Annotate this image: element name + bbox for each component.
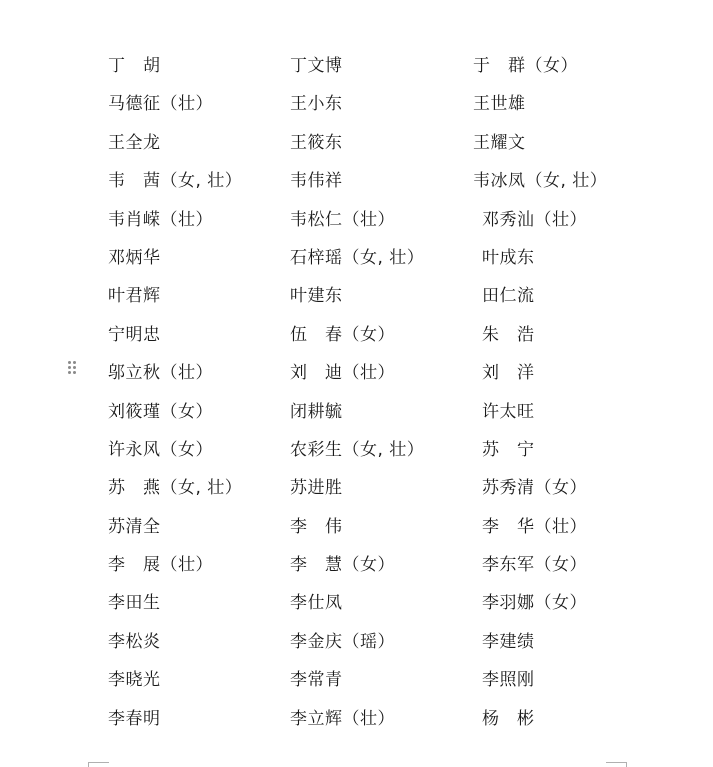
- name-cell: 叶成东: [482, 247, 535, 268]
- name-cell: 李田生: [108, 593, 161, 614]
- name-cell: 李建绩: [482, 631, 535, 652]
- name-cell: 李羽娜（女）: [482, 593, 587, 614]
- name-cell: 李 慧（女）: [290, 555, 395, 576]
- table-row: [0, 86, 713, 124]
- name-cell: 许太旺: [482, 401, 535, 422]
- name-cell: 李 华（壮）: [482, 516, 587, 537]
- name-cell: 宁明忠: [108, 324, 161, 345]
- table-row: [0, 547, 713, 585]
- name-cell: 王筱东: [290, 132, 343, 153]
- name-cell: 王小东: [290, 94, 343, 115]
- name-cell: 邓炳华: [108, 247, 161, 268]
- name-cell: 石梓瑶（女, 壮）: [290, 247, 425, 268]
- table-row: [0, 470, 713, 508]
- table-row: [0, 701, 713, 739]
- name-cell: 韦冰凤（女, 壮）: [473, 171, 608, 192]
- name-cell: 伍 春（女）: [290, 324, 395, 345]
- table-row: [0, 662, 713, 700]
- name-cell: 叶建东: [290, 286, 343, 307]
- table-row: [0, 125, 713, 163]
- name-cell: 王世雄: [473, 94, 526, 115]
- name-cell: 王耀文: [473, 132, 526, 153]
- page-margin-marker-left: [88, 762, 109, 767]
- name-cell: 李照刚: [482, 670, 535, 691]
- table-row: [0, 240, 713, 278]
- table-row: [0, 432, 713, 470]
- name-cell: 农彩生（女, 壮）: [290, 439, 425, 460]
- name-cell: 苏清全: [108, 516, 161, 537]
- table-row: [0, 163, 713, 201]
- name-cell: 李常青: [290, 670, 343, 691]
- name-cell: 刘 洋: [482, 363, 535, 384]
- name-cell: 叶君辉: [108, 286, 161, 307]
- name-cell: 韦肖嵘（壮）: [108, 209, 213, 230]
- name-cell: 李东军（女）: [482, 555, 587, 576]
- table-row: [0, 355, 713, 393]
- table-row: [0, 278, 713, 316]
- name-cell: 许永风（女）: [108, 439, 213, 460]
- name-cell: 苏 燕（女, 壮）: [108, 478, 243, 499]
- name-cell: 李晓光: [108, 670, 161, 691]
- table-row: [0, 48, 713, 86]
- name-cell: 朱 浩: [482, 324, 535, 345]
- name-cell: 丁 胡: [108, 56, 161, 76]
- name-cell: 闭耕毓: [290, 401, 343, 422]
- name-cell: 韦伟祥: [290, 171, 343, 192]
- name-cell: 李金庆（瑶）: [290, 631, 395, 652]
- table-row: [0, 624, 713, 662]
- table-row: [0, 509, 713, 547]
- name-cell: 李 伟: [290, 516, 343, 537]
- table-row: [0, 394, 713, 432]
- name-cell: 苏进胜: [290, 478, 343, 499]
- name-cell: 李 展（壮）: [108, 555, 213, 576]
- page-margin-marker-right: [606, 762, 627, 767]
- name-cell: 杨 彬: [482, 708, 535, 729]
- name-cell: 丁文博: [290, 56, 343, 76]
- name-cell: 韦 茜（女, 壮）: [108, 171, 243, 192]
- name-cell: 刘 迪（壮）: [290, 363, 395, 384]
- name-cell: 苏 宁: [482, 439, 535, 460]
- name-cell: 苏秀清（女）: [482, 478, 587, 499]
- name-list-table: [0, 48, 713, 739]
- name-cell: 李松炎: [108, 631, 161, 652]
- name-cell: 田仁流: [482, 286, 535, 307]
- table-row: [0, 585, 713, 623]
- name-cell: 王全龙: [108, 132, 161, 153]
- name-cell: 于 群（女）: [473, 56, 578, 76]
- name-cell: 马德征（壮）: [108, 94, 213, 115]
- name-cell: 李春明: [108, 708, 161, 729]
- name-cell: 刘筱瑾（女）: [108, 401, 213, 422]
- name-cell: 邬立秋（壮）: [108, 363, 213, 384]
- name-cell: 李立辉（壮）: [290, 708, 395, 729]
- table-row: [0, 202, 713, 240]
- name-cell: 邓秀汕（壮）: [482, 209, 587, 230]
- table-row: [0, 317, 713, 355]
- name-cell: 李仕凤: [290, 593, 343, 614]
- name-cell: 韦松仁（壮）: [290, 209, 395, 230]
